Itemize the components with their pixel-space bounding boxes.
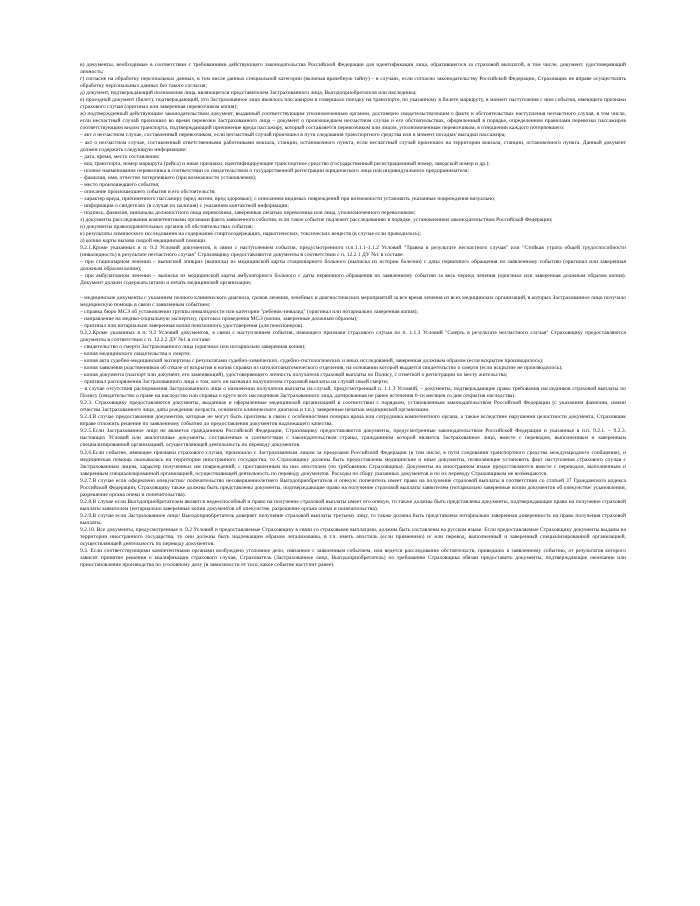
paragraph: – копия медицинского свидетельства о смерти; xyxy=(80,350,191,357)
paragraph: – описание произошедшего события и его обстоятельств; xyxy=(80,188,216,195)
paragraph: – оригинал распоряжения Застрахованного лица о том, кого он назначил получателем страховой выплаты на случай своей смерти; xyxy=(80,379,389,386)
paragraph: 9.2.3. Страховщику предоставляются документы, выданные и оформленные медицинской организацией в соответствии с порядком, установленным законодательством Российской Федерации (с указанием фамилии, имени отчества Застрахованного лица, даты рождения/ возраста, основного клинического диагноза и т.п.), заверенные печатью медицинской организации. xyxy=(80,400,626,414)
paragraph: 9.2.10. Все документы, предусмотренные п. 9.2 Условий и предоставляемые Страховщику в связи со страховыми выплатами, должны быть составлены на русском языке. Если предоставляемые Страховщику документы выданы на территории иностранного государства, то они должны быть надлежащим образом легализованы, в т.ч. иметь апостиль (если применимо) и/ или перевод, выполненный и заверенный специализированной организацией, осуществляющей деятельность по переводу документов. xyxy=(80,527,626,548)
paragraph: – медицинские документы с указанием полного клинического диагноза, сроков лечения, лечебных и диагностических мероприятий за все время лечения из всех медицинских организаций, в которых Застрахованное лицо получало медицинскую помощь в связи с заявленным событием; xyxy=(80,294,626,308)
paragraph: – при амбулаторном лечении – выписка из медицинской карты амбулаторного больного с даты первичного обращения по заявленному событию за весь период лечения (оригинал или заверенная должным образом копия). Документ должен содержать штамп и печать медицинской организации; xyxy=(80,273,626,287)
paragraph: – информация о свидетелях (в случае их наличия) с указанием контактной информации; xyxy=(80,202,289,209)
document-body xyxy=(80,62,626,569)
paragraph: к) результаты химического исследования на содержание спиртосодержащих, наркотических, токсических веществ (в случае если проводилось); xyxy=(80,231,422,238)
paragraph: и) документы правоохранительных органов об обстоятельствах события; xyxy=(80,224,253,231)
paragraph: – место произошедшего события; xyxy=(80,181,160,188)
paragraph: – подпись, фамилия, инициалы должностного лица перевозчика, заверенные печатью перевозчика или лица, уполномоченного перевозчиком; xyxy=(80,209,416,216)
paragraph: – свидетельство о смерти Застрахованного лица (оригинал или нотариально заверенная копия); xyxy=(80,343,306,350)
paragraph: – характер вреда, причиненного пассажиру (вред жизни, вред здоровью), с описанием видимых повреждений при возможности установить указанные повреждения визуально; xyxy=(80,195,496,202)
paragraph: 9.2.8.В случае если Выгодоприобретателем является недееспособный и право на получение страховой выплаты имеет его опекун, то также должны быть представлены документы, подтверждающие право на получение страховой выплаты заявителем (нотариально заверенные копии документов об опекунстве, разрешение органа опеки и попечительства). xyxy=(80,498,626,512)
paragraph: з) документы расследования компетентными органами факта заявленного события, если такое событие подлежит расследованию в порядке, установленном законодательством Российской Федерации; xyxy=(80,217,553,224)
paragraph: – дата, время, место составления; xyxy=(80,153,160,160)
paragraph: 9.2.1.Кроме указанных в п. 9.2 Условий документов, в связи с наступлением события, предусмотренного п.п.1.1.1-1.1.2 Условий "Травма в результате несчастного случая" или "Стойкая утрата общей трудоспособности (инвалидность) в результате несчастного случая" Страховщику предоставляются документы в соответствии с п. 12.2.1 ДУ №1 в составе: xyxy=(80,245,626,259)
paragraph: г) согласие на обработку персональных данных, в том числе данных специальной категории (включая врачебную тайну) – в случаях, если согласно законодательству Российской Федерации, Страховщик не вправе осуществлять обработку персональных данных без такого согласия; xyxy=(80,76,626,90)
paragraph: – акт о несчастном случае, составленный перевозчиком, если несчастный случай произошел в пути следования транспортного средства или в момент посадки/ высадки пассажира; xyxy=(80,132,506,139)
paragraph: – полное наименование перевозчика в соответствии со свидетельством о государственной регистрации юридического лица или индивидуального предпринимателя; xyxy=(80,167,469,174)
paragraph: – копия акта судебно-медицинской экспертизы с результатами судебно-химических, судебно-гистологических и иных исследований, заверенная должным образом (если вскрытие производилось); xyxy=(80,357,544,364)
paragraph: – акт о несчастном случае, составленный ответственными работниками вокзала, станции, остановочного пункта, если несчастный случай произошел на территории вокзала, станции, остановочного пункта. Данный документ должен содержать следующую информацию: xyxy=(80,139,626,153)
paragraph: л) копию карты вызова скорой медицинской помощи. xyxy=(80,238,207,245)
paragraph: 9.2.5.Если Застрахованное лицо не является гражданином Российской Федерации, Страховщику предоставляются документы, предусмотренные законодательством Российской Федерации и указанные в п.п. 9.2.1. – 9.2.3. настоящих Условий или аналогичные документы, составленные в соответствии с законодательством страны, гражданином которой является Застрахованное лицо, вместе с переводом, выполненным и заверенным специализированной организацией, осуществляющей деятельность по переводу документов. xyxy=(80,428,626,449)
paragraph: – фамилия, имя, отчество потерпевшего (при возможности установления); xyxy=(80,174,257,181)
paragraph: – направление на медико-социальную экспертизу, протокол проведения МСЭ (копии, заверенные должным образом); xyxy=(80,315,358,322)
paragraph: – копия документа (паспорт или документ, его заменяющий), удостоверяющего личность получателя страховой выплаты по Полису, с отметкой о регистрации по месту жительства; xyxy=(80,372,508,379)
paragraph: – копия заявления родственников об отказе от вскрытия и копия справки из патологоанатомического отделения, на основании которой выдается свидетельство о смерти (если вскрытие не производилось); xyxy=(80,364,563,371)
paragraph: 9.2.2.Кроме указанных в п. 9.2 Условий документов, в связи с наступлением события, имеющего признаки страхового случая по п. 1.1.3 Условий "Смерть в результате несчастного случая" Страховщику предоставляются документы в соответствии с п. 12.2.2 ДУ №1 в составе: xyxy=(80,329,626,343)
paragraph: 9.3. Если соответствующими компетентными органами возбуждено уголовное дело, связанное с заявленным событием, или ведется расследование обстоятельств, приведших к заявленному событию, от результатов которого зависит принятие решения о квалификации страхового случая, Страхователь (Застрахованное лицо, Выгодоприобретатель) по требованию Страховщика обязан предоставить документы, подтверждающие окончание или приостановление производства по уголовному делу (в зависимости от того, какое событие наступит ранее). xyxy=(80,548,626,569)
paragraph: – вид транспорта, номер маршрута (рейса) и иные признаки, идентифицирующие транспортное средство (государственный регистрационный номер, заводской номер и др.); xyxy=(80,160,490,167)
paragraph: 9.2.4.В случае предоставления документов, которые не могут быть прочтены в связи с особенностями почерка врача или сотрудника компетентного органа, а также вследствие нарушения целостности документа, Страховщик вправе отложить решение по заявленному событию до предоставления документов надлежащего качества. xyxy=(80,414,626,428)
paragraph: д) документ, подтверждающий полномочия лица, являющегося представителем Застрахованного лица, Выгодоприобретателя или наследника; xyxy=(80,90,417,97)
paragraph: – справка бюро МСЭ об установлении группы инвалидности или категории "ребенок-инвалид" (оригинал или нотариально заверенная копия); xyxy=(80,308,419,315)
paragraph: – при стационарном лечении – выписной эпикриз (выписка) из медицинской карты стационарного больного (выписка из истории болезни) с даты первичного обращения по заявленному событию (оригинал или заверенная должным образом копия); xyxy=(80,259,626,273)
paragraph: 9.2.7.В случае если оформлено опекунство/ попечительство несовершеннолетнего Выгодоприобретателя и опекун/ попечитель имеет право на получение страховой выплаты в соответствии со статьей 37 Гражданского кодекса Российской Федерации, Страховщику также должны быть представлены документы, подтверждающие право на получение страховой выплаты заявителем (нотариально заверенные копии документов об опекунстве/ усыновлении, разрешение органа опеки и попечительства). xyxy=(80,477,626,498)
paragraph: – в случае отсутствия распоряжения Застрахованного лица о назначении получателя выплаты на случай, предусмотренный п. 1.1.3 Условий, – документы, подтверждающие право требования наследников страховой выплаты по Полису (свидетельство о праве на наследство или справка о круге всех наследников Застрахованного лица, датированная не ранее истечения 6-ти месяцев со дня открытия наследства). xyxy=(80,386,626,400)
paragraph: 9.2.6.Если событие, имеющее признаки страхового случая, произошло с Застрахованным лицом за пределами Российской Федерации (в том числе, в пути следования транспортного средства международного сообщения), и медицинская помощь оказывалась на территории иностранного государства, то Страховщику должны быть предоставлены медицинские и иные документы, позволяющие установить факт наступления страхового случая с Застрахованным лицом, характер полученных им повреждений, с проставленным на них апостилем (по требованию Страховщика). Документы на иностранном языке предоставляются вместе с переводом, выполненным и заверенным специализированной организацией, осуществляющей деятельность по переводу документов. Расходы по сбору указанных документов и по их переводу Страховщиком не возмещаются. xyxy=(80,449,626,477)
paragraph: – оригинал или нотариально заверенная копия пенсионного удостоверения (для пенсионеров). xyxy=(80,322,304,329)
paragraph: 9.2.9.В случае если Застрахованное лицо/ Выгодоприобретатель доверяет получение страховой выплаты третьему лицу, то также должна быть представлена нотариально заверенная доверенность на право получения страховой выплаты. xyxy=(80,512,626,526)
paragraph: е) проездной документ (билет), подтверждающий, что Застрахованное лицо являлось пассажиром и совершало поездку на транспорте, по указанному в билете маршруту, в момент наступления с ним события, имеющего признаки страхового случая (оригинал или заверенная перевозчиком копия); xyxy=(80,97,626,111)
paragraph: в) документы, необходимые в соответствии с требованиями действующего законодательства Российской Федерации для идентификации лица, обратившегося за страховой выплатой, в том числе, документ, удостоверяющий личность; xyxy=(80,62,626,76)
paragraph: ж) подтвержденный действующим законодательством документ, выданный соответствующим уполномоченным органом, достоверно свидетельствующим о факте и обстоятельствах наступления несчастного случая, в том числе, если несчастный случай произошел во время перевозки Застрахованного лица – документ о произошедшем несчастном случае и его обстоятельствах, оформленный в порядке, определенном правилами перевозки пассажиров соответствующим видом транспорта, подтверждающий причинение вреда пассажиру, который составляется перевозчиком или лицом, уполномоченным перевозчиком, в отношении каждого потерпевшего: xyxy=(80,111,626,132)
